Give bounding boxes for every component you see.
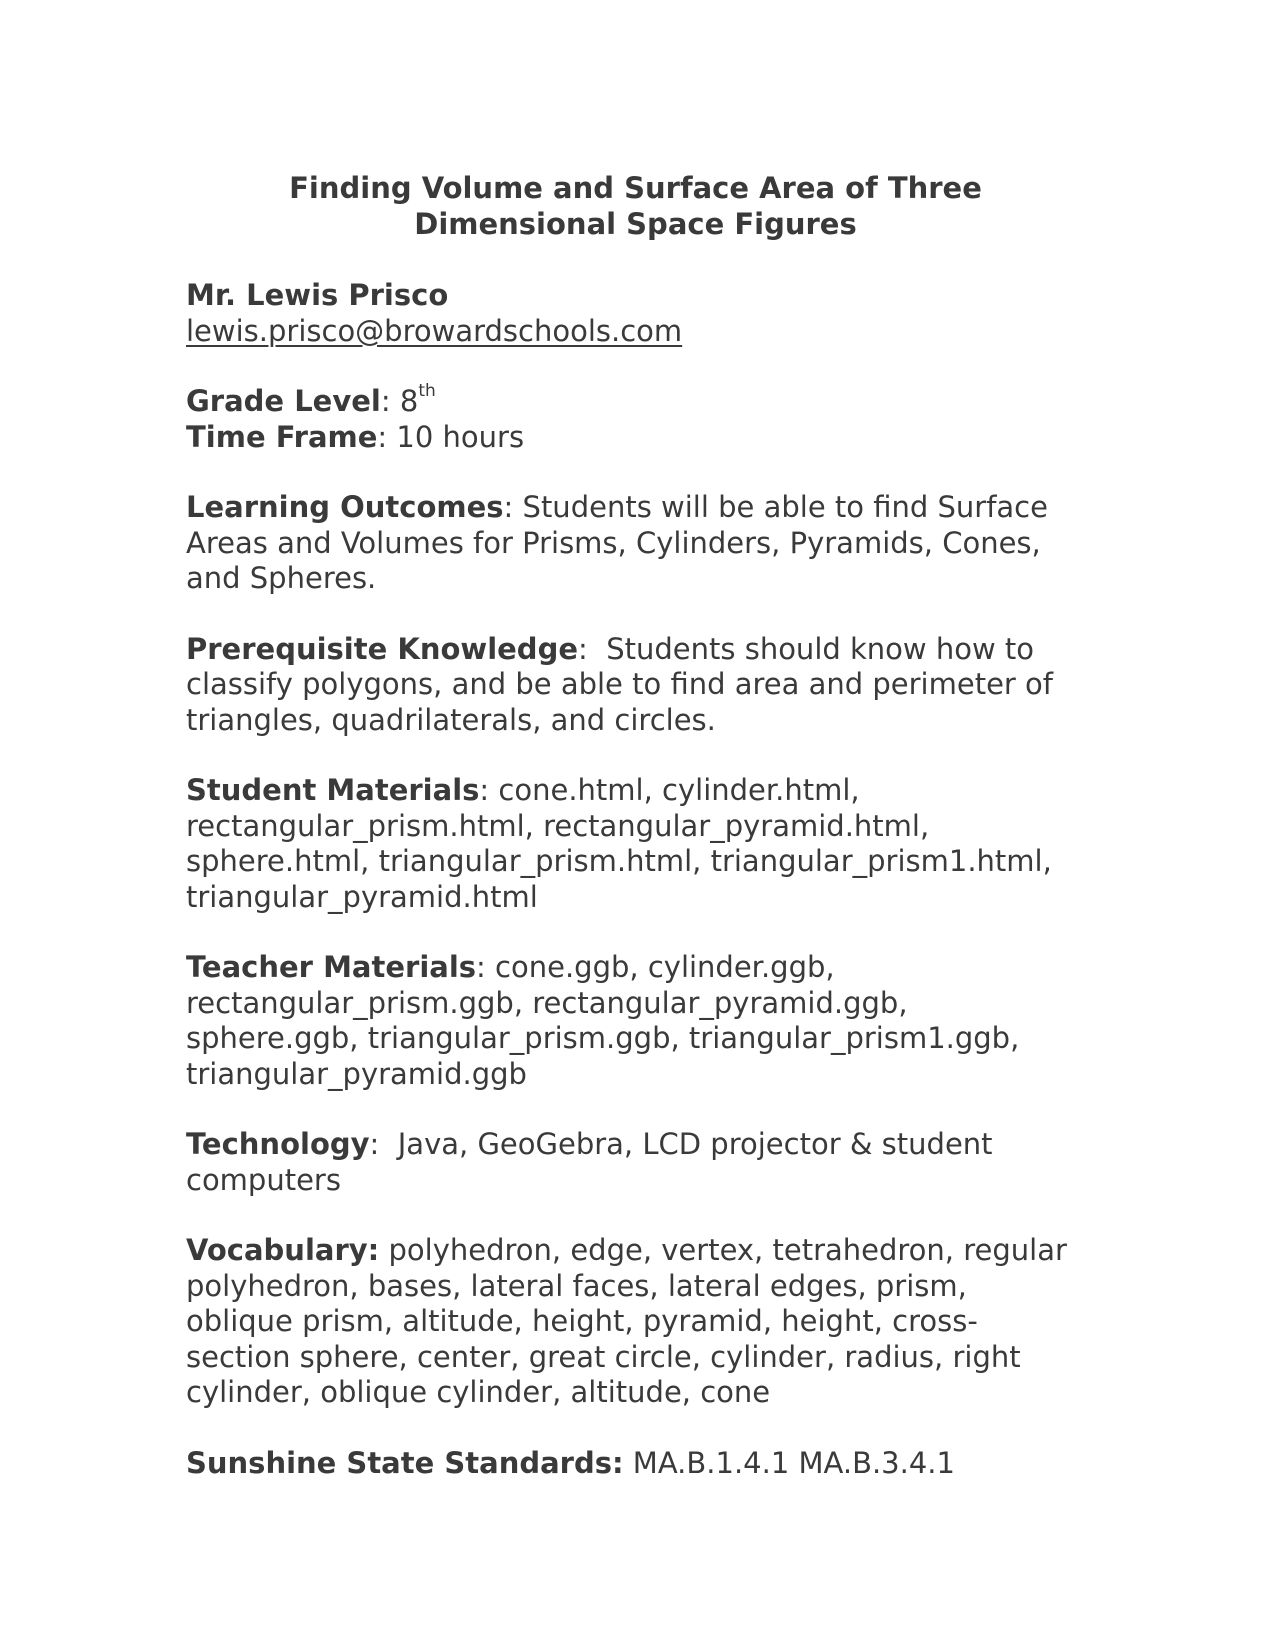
student-materials-line-2: rectangular_prism.html, rectangular_pyramid.html, [186, 808, 930, 843]
author-block [186, 278, 1106, 349]
vocabulary-line-1: polyhedron, edge, vertex, tetrahedron, regular [379, 1233, 1067, 1267]
prerequisite-line-2: classify polygons, and be able to find area and perimeter of [186, 667, 1054, 701]
vocabulary-line-2: polyhedron, bases, lateral faces, lateral edges, prism, [186, 1268, 967, 1303]
standards-label: Sunshine State Standards: [186, 1445, 624, 1480]
lesson-plan-page [186, 170, 1106, 1481]
author-email-link[interactable]: lewis.prisco@browardschools.com [186, 313, 683, 348]
grade-time-block: Grade Level: 8th Time Frame: 10 hours [186, 381, 525, 454]
learning-outcomes-line-1: Students will be able to find Surface [513, 490, 1048, 524]
standards-section [186, 1446, 1106, 1482]
student-materials-line-4: triangular_pyramid.html [186, 879, 538, 914]
prerequisite-line-1: Students should know how to [587, 631, 1035, 666]
teacher-materials-label: Teacher Materials [186, 950, 477, 984]
vocabulary-line-5: cylinder, oblique cylinder, altitude, cone [186, 1375, 771, 1409]
author-name: Mr. Lewis Prisco [186, 278, 449, 312]
prerequisite-section: Prerequisite Knowledge: Students should know how to classify polygons, and be able to find area and perimeter of triangles, quadrilaterals, and circles. [186, 631, 1054, 737]
grade-level-suffix: th [418, 381, 436, 402]
grade-level-label: Grade Level [186, 384, 381, 418]
time-frame-label: Time Frame [186, 419, 378, 454]
vocabulary-line-3: oblique prism, altitude, height, pyramid, height, cross- [186, 1304, 978, 1338]
technology-section: Technology: Java, GeoGebra, LCD projector & student computers [186, 1127, 993, 1197]
teacher-materials-line-1: cone.ggb, cylinder.ggb, [485, 950, 835, 984]
learning-outcomes-line-3: and Spheres. [186, 561, 377, 595]
technology-line-2: computers [186, 1162, 341, 1197]
grade-level-value: 8 [399, 384, 419, 418]
prerequisite-label: Prerequisite Knowledge [186, 631, 578, 666]
teacher-materials-line-4: triangular_pyramid.ggb [186, 1056, 527, 1091]
learning-outcomes-label: Learning Outcomes [186, 490, 504, 524]
title-line-2: Dimensional Space Figures [414, 207, 857, 241]
vocabulary-line-4: section sphere, center, great circle, cylinder, radius, right [186, 1339, 1021, 1374]
teacher-materials-line-3: sphere.ggb, triangular_prism.ggb, triangular_prism1.ggb, [186, 1021, 1020, 1055]
student-materials-line-3: sphere.html, triangular_prism.html, triangular_prism1.html, [186, 844, 1052, 878]
technology-label: Technology [186, 1127, 370, 1161]
student-materials-line-1: cone.html, cylinder.html, [489, 773, 860, 807]
learning-outcomes-line-2: Areas and Volumes for Prisms, Cylinders, Pyramids, Cones, [186, 525, 1041, 560]
learning-outcomes-section: Learning Outcomes: Students will be able to find Surface Areas and Volumes for Prisms, Cylinders, Pyramids, Cones, and Spheres. [186, 490, 1048, 595]
student-materials-section: Student Materials: cone.html, cylinder.html, rectangular_prism.html, rectangular_pyramid.html, sphere.html, triangular_prism.html, triangular_prism1.html, triangular_pyramid.html [186, 773, 1052, 914]
technology-line-1: Java, GeoGebra, LCD projector & student [379, 1127, 993, 1161]
teacher-materials-section: Teacher Materials: cone.ggb, cylinder.ggb, rectangular_prism.ggb, rectangular_pyramid.ggb, sphere.ggb, triangular_prism.ggb, triangular_prism1.ggb, triangular_pyramid.ggb [186, 950, 1020, 1091]
time-frame-value: 10 hours [396, 419, 525, 454]
standards-value: MA.B.1.4.1 MA.B.3.4.1 [623, 1445, 955, 1480]
teacher-materials-line-2: rectangular_prism.ggb, rectangular_pyramid.ggb, [186, 985, 908, 1020]
document-title [183, 170, 1088, 242]
vocabulary-label: Vocabulary: [186, 1233, 380, 1267]
vocabulary-section [186, 1233, 1106, 1411]
student-materials-label: Student Materials [186, 773, 480, 807]
prerequisite-line-3: triangles, quadrilaterals, and circles. [186, 702, 716, 737]
title-line-1: Finding Volume and Surface Area of Three [289, 171, 982, 205]
